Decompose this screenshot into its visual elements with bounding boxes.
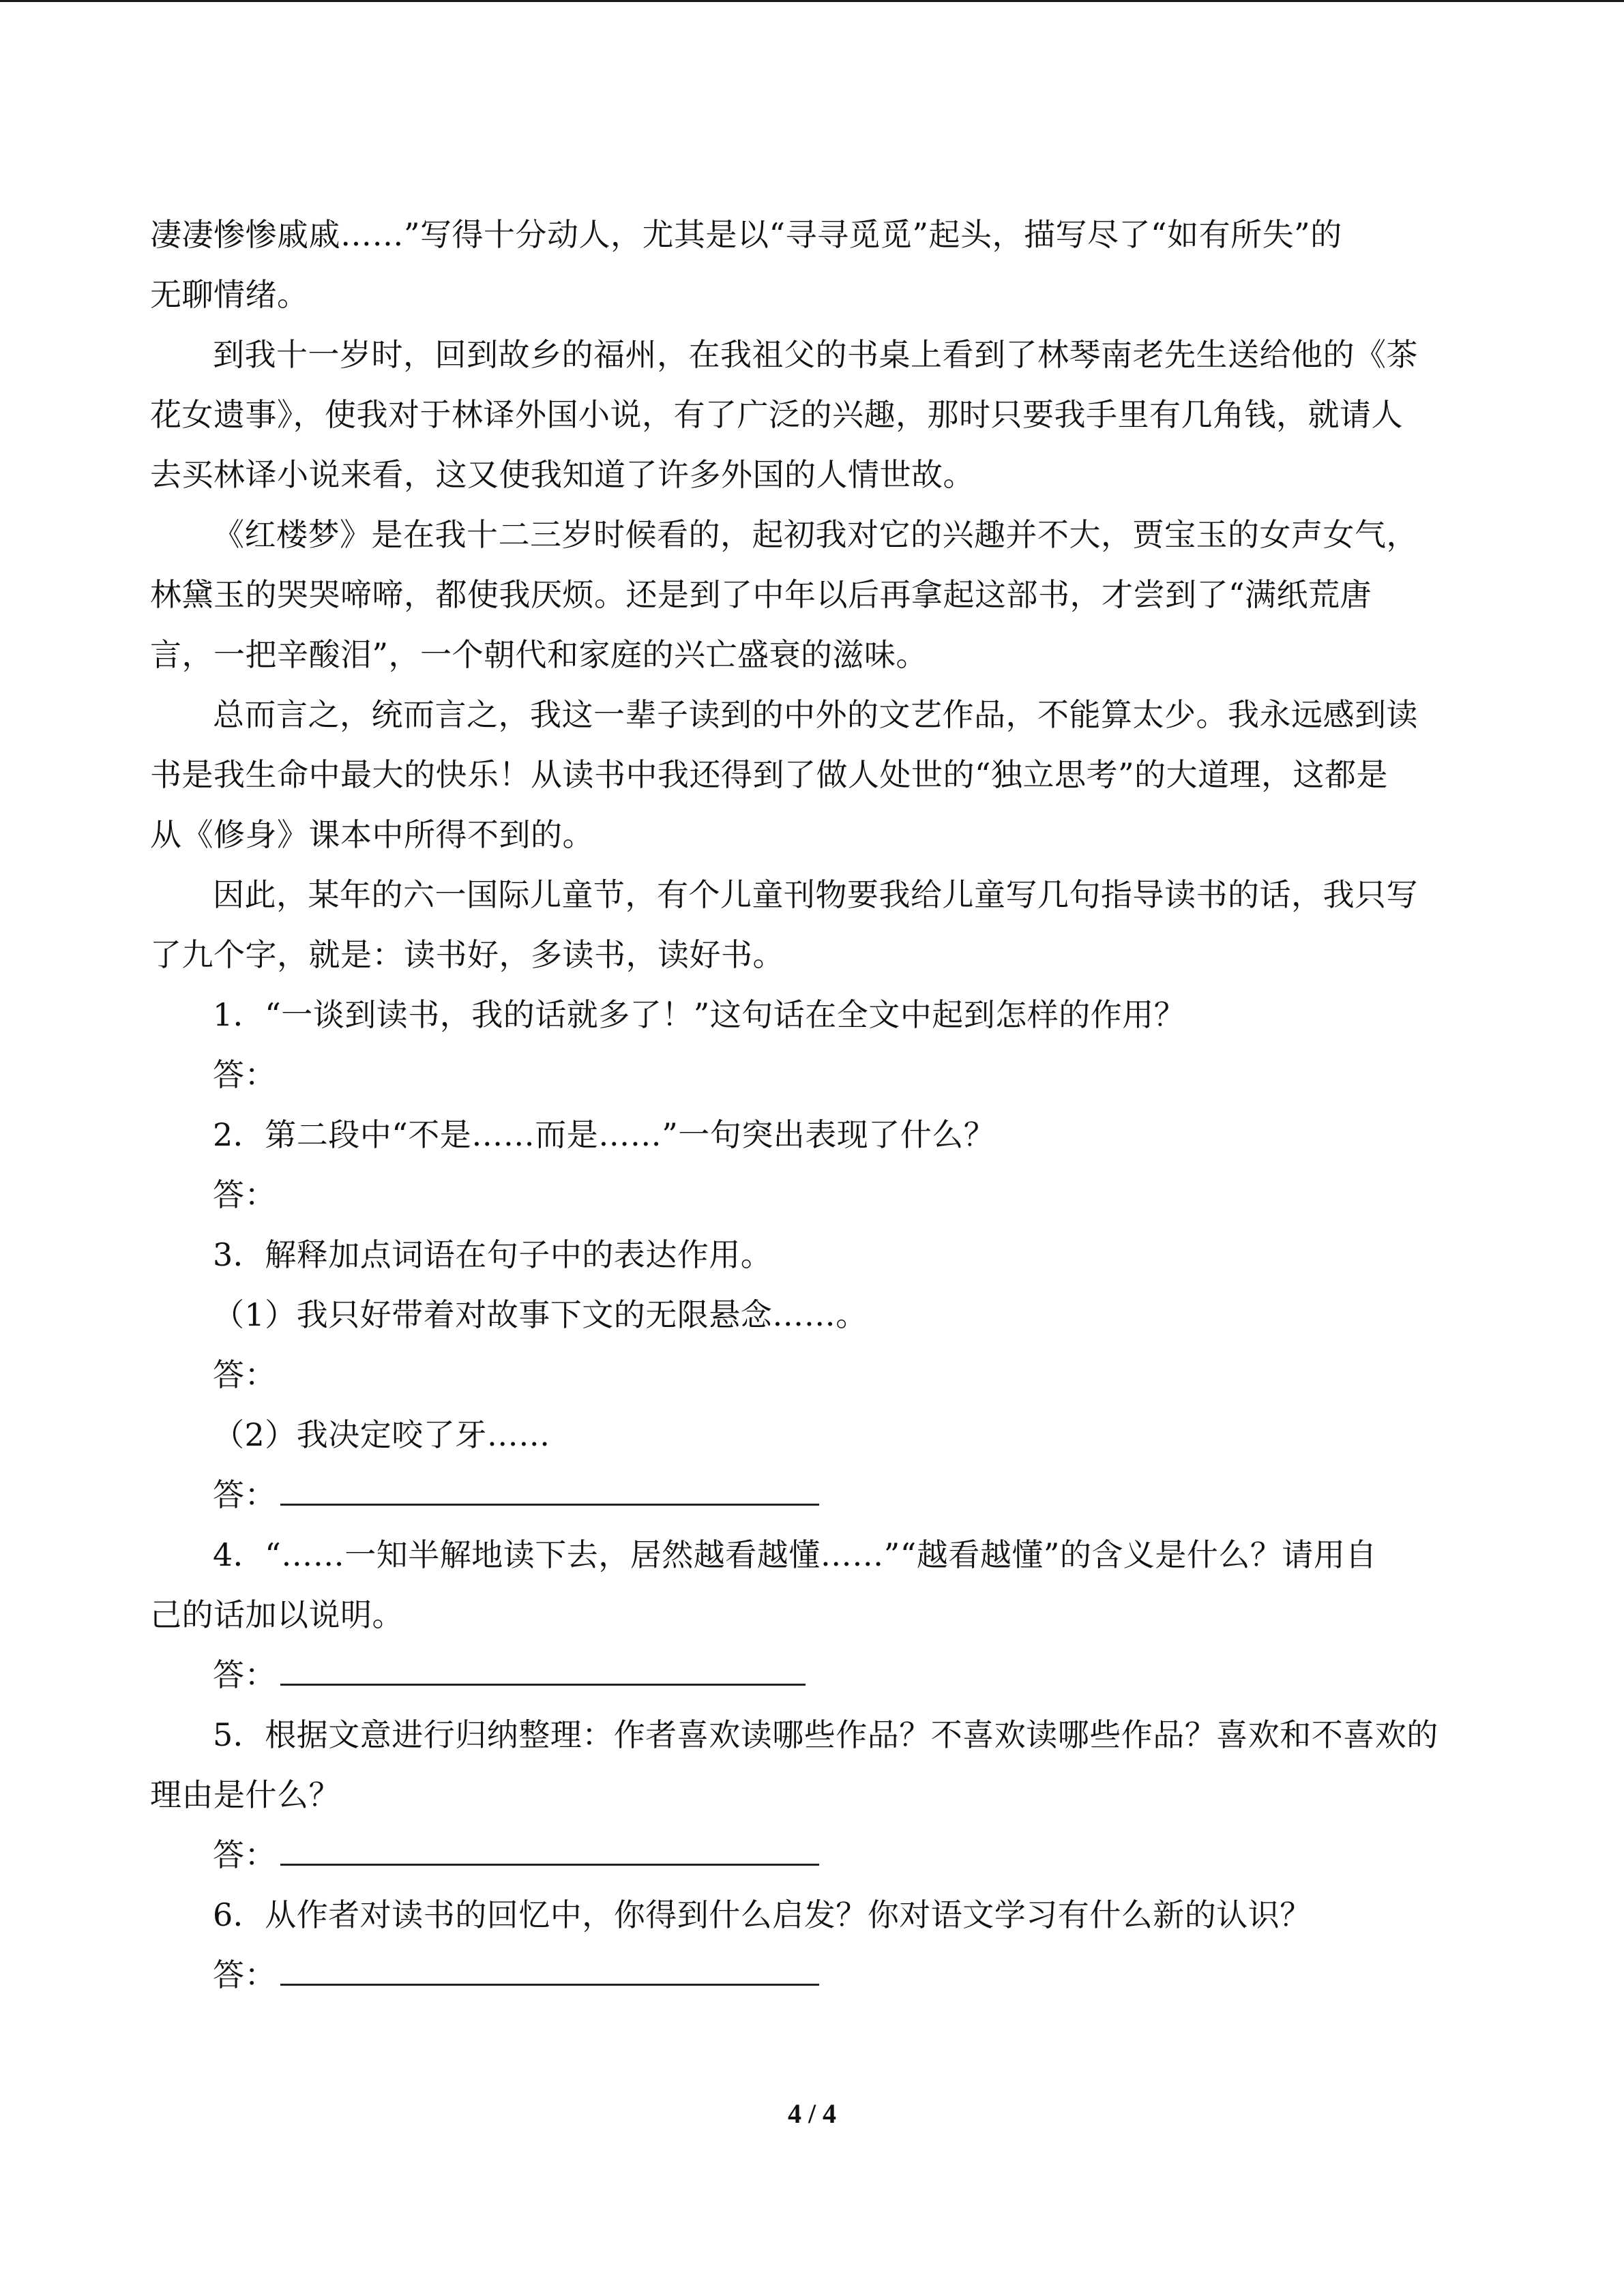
- question-6: 6．从作者对读书的回忆中，你得到什么启发？你对语文学习有什么新的认识？: [213, 1896, 1312, 1933]
- answer-label: 答：: [213, 1956, 276, 1993]
- passage-line: 林黛玉的哭哭啼啼，都使我厌烦。还是到了中年以后再拿起这部书，才尝到了“满纸荒唐: [150, 576, 1372, 613]
- passage-line: 凄凄惨惨戚戚……”写得十分动人，尤其是以“寻寻觅觅”起头，描写尽了“如有所失”的: [150, 216, 1342, 253]
- passage-line: 花女遗事》，使我对于林译外国小说，有了广泛的兴趣，那时只要我手里有几角钱，就请人: [150, 396, 1403, 433]
- question-4-continued: 己的话加以说明。: [150, 1596, 404, 1633]
- passage-line: 言，一把辛酸泪”，一个朝代和家庭的兴亡盛衰的滋味。: [150, 636, 928, 673]
- question-3: 3．解释加点词语在句子中的表达作用。: [213, 1236, 773, 1273]
- answer-blank[interactable]: [280, 1832, 819, 1866]
- passage-line: 无聊情绪。: [150, 276, 309, 313]
- question-4: 4．“……一知半解地读下去，居然越看越懂……”“越看越懂”的含义是什么？请用自: [213, 1536, 1377, 1573]
- question-3-part-2: （2）我决定咬了牙……: [213, 1416, 550, 1453]
- question-2: 2．第二段中“不是……而是……”一句突出表现了什么？: [213, 1116, 996, 1153]
- passage-line: 总而言之，统而言之，我这一辈子读到的中外的文艺作品，不能算太少。我永远感到读: [213, 696, 1418, 733]
- question-5-continued: 理由是什么？: [150, 1776, 340, 1813]
- answer-label: 答：: [213, 1656, 276, 1693]
- passage-line: 因此，某年的六一国际儿童节，有个儿童刊物要我给儿童写几句指导读书的话，我只写: [213, 876, 1418, 913]
- document-body: [150, 205, 1473, 2005]
- answer-blank[interactable]: [280, 1472, 819, 1506]
- answer-label: 答：: [213, 1056, 276, 1093]
- answer-blank[interactable]: [280, 1952, 819, 1986]
- passage-line: 《红楼梦》是在我十二三岁时候看的，起初我对它的兴趣并不大，贾宝玉的女声女气，: [213, 516, 1418, 553]
- answer-row: [150, 1465, 1473, 1525]
- question-3-part-1: （1）我只好带着对故事下文的无限悬念……。: [213, 1296, 868, 1333]
- passage-line: 去买林译小说来看，这又使我知道了许多外国的人情世故。: [150, 456, 975, 493]
- passage-line: 书是我生命中最大的快乐！从读书中我还得到了做人处世的“独立思考”的大道理，这都是: [150, 756, 1389, 793]
- answer-label: 答：: [213, 1836, 276, 1873]
- top-border: [0, 0, 1624, 2]
- passage-line: 到我十一岁时，回到故乡的福州，在我祖父的书桌上看到了林琴南老先生送给他的《茶: [213, 336, 1418, 373]
- answer-label: 答：: [213, 1356, 276, 1393]
- page-number: 4 / 4: [787, 2098, 837, 2129]
- question-1: 1．“一谈到读书，我的话就多了！”这句话在全文中起到怎样的作用？: [213, 996, 1186, 1033]
- answer-row: [150, 1645, 1473, 1705]
- answer-label: 答：: [213, 1476, 276, 1513]
- answer-row: [150, 1945, 1473, 2005]
- passage-line: 了九个字，就是：读书好，多读书，读好书。: [150, 936, 784, 973]
- passage: [150, 205, 1473, 985]
- passage-line: 从《修身》课本中所得不到的。: [150, 816, 594, 853]
- question-5: 5．根据文意进行归纳整理：作者喜欢读哪些作品？不喜欢读哪些作品？喜欢和不喜欢的: [213, 1716, 1438, 1753]
- answer-row: [150, 1825, 1473, 1885]
- answer-blank[interactable]: [280, 1652, 806, 1686]
- questions: [150, 985, 1473, 2005]
- answer-label: 答：: [213, 1176, 276, 1213]
